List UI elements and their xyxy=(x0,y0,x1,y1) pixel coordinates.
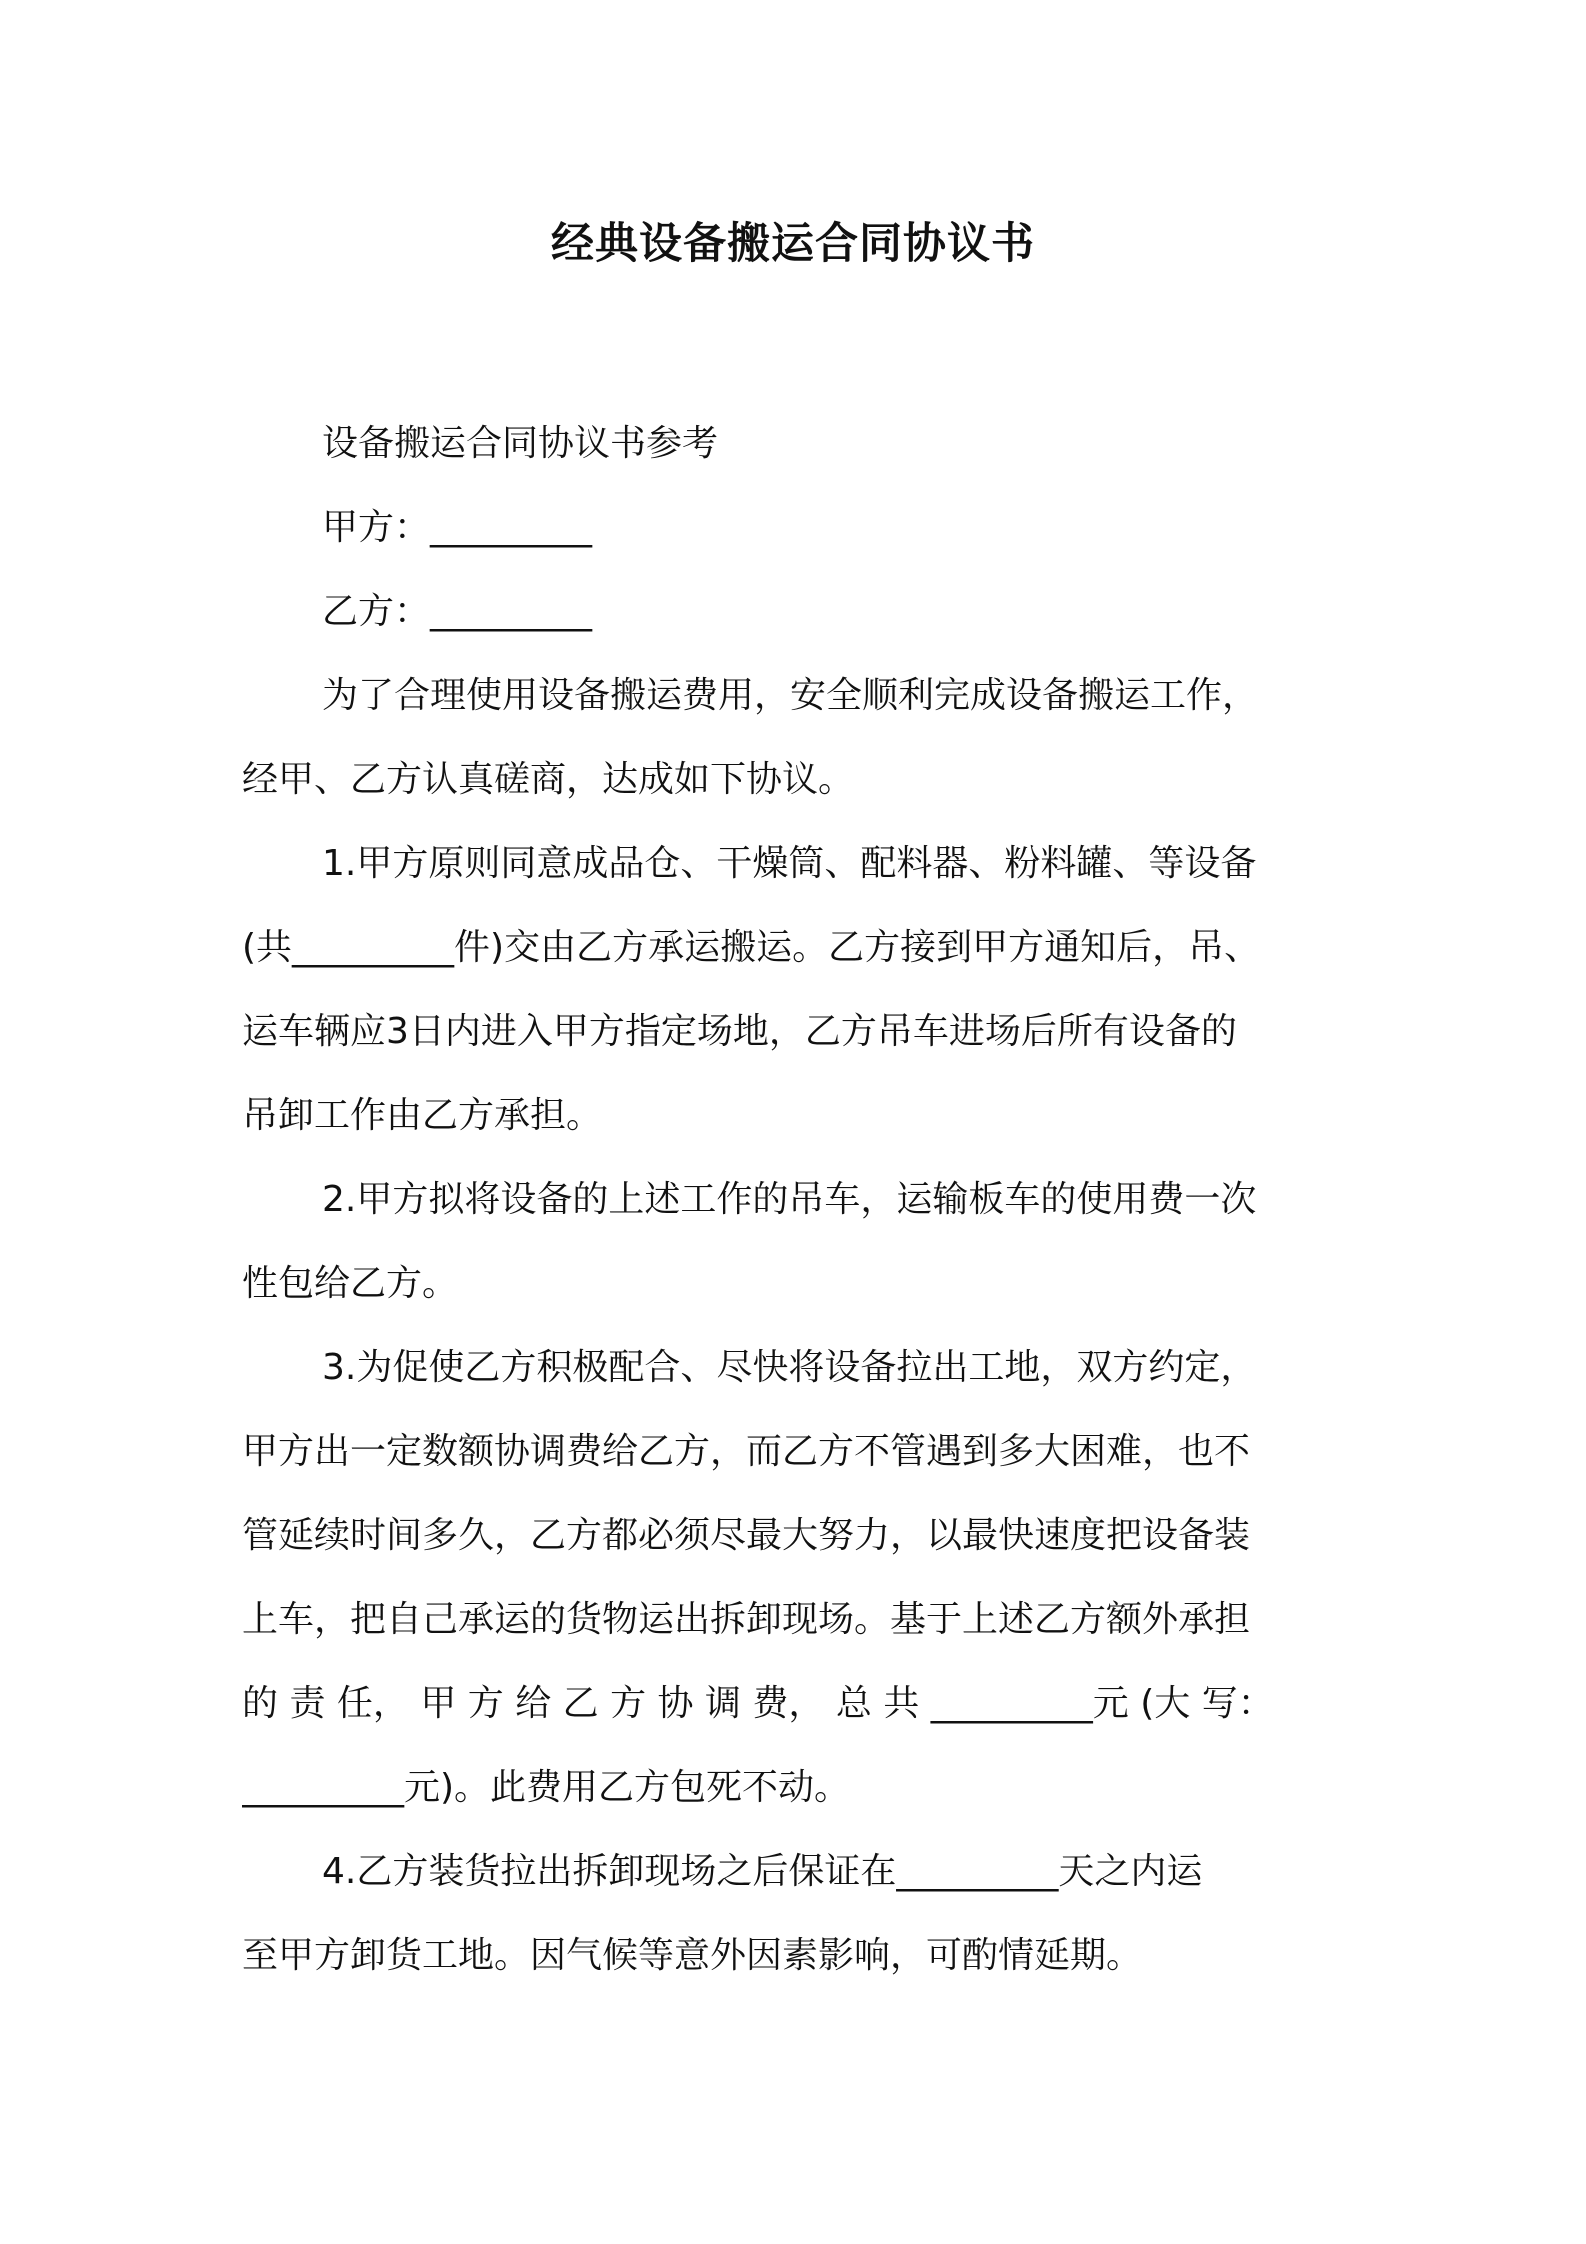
clause-1-line: 1.甲方原则同意成品仓、干燥筒、配料器、粉料罐、等设备 xyxy=(322,843,1257,884)
subtitle: 设备搬运合同协议书参考 xyxy=(322,423,719,464)
clause-3-line: 管延续时间多久，乙方都必须尽最大努力，以最快速度把设备装 xyxy=(242,1515,1251,1556)
clause-4-line: 4.乙方装货拉出拆卸现场之后保证在_________天之内运 xyxy=(322,1851,1203,1892)
clause-1-line: 运车辆应3日内进入甲方指定场地，乙方吊车进场后所有设备的 xyxy=(242,1011,1237,1052)
clause-4-line: 至甲方卸货工地。因气候等意外因素影响，可酌情延期。 xyxy=(242,1935,1143,1976)
clause-3-line: 甲方出一定数额协调费给乙方，而乙方不管遇到多大困难，也不 xyxy=(242,1431,1251,1472)
clause-2-line: 2.甲方拟将设备的上述工作的吊车，运输板车的使用费一次 xyxy=(322,1179,1257,1220)
clause-1-line: (共_________件)交由乙方承运搬运。乙方接到甲方通知后，吊、 xyxy=(242,927,1261,968)
party-b-line: 乙方：_________ xyxy=(322,591,593,632)
intro-line: 为了合理使用设备搬运费用，安全顺利完成设备搬运工作， xyxy=(322,675,1259,716)
clause-3-line: _________元)。此费用乙方包死不动。 xyxy=(242,1767,851,1808)
clause-3-line: 上车，把自己承运的货物运出拆卸现场。基于上述乙方额外承担 xyxy=(242,1599,1251,1640)
intro-line: 经甲、乙方认真磋商，达成如下协议。 xyxy=(242,759,855,800)
document-title: 经典设备搬运合同协议书 xyxy=(551,219,1035,269)
clause-3-line: 的 责 任， 甲 方 给 乙 方 协 调 费， 总 共 _________元 (大 写： xyxy=(242,1683,1274,1724)
clause-1-line: 吊卸工作由乙方承担。 xyxy=(242,1095,603,1136)
party-a-line: 甲方：_________ xyxy=(322,507,593,548)
clause-2-line: 性包给乙方。 xyxy=(242,1263,459,1304)
clause-3-line: 3.为促使乙方积极配合、尽快将设备拉出工地，双方约定， xyxy=(322,1347,1257,1388)
